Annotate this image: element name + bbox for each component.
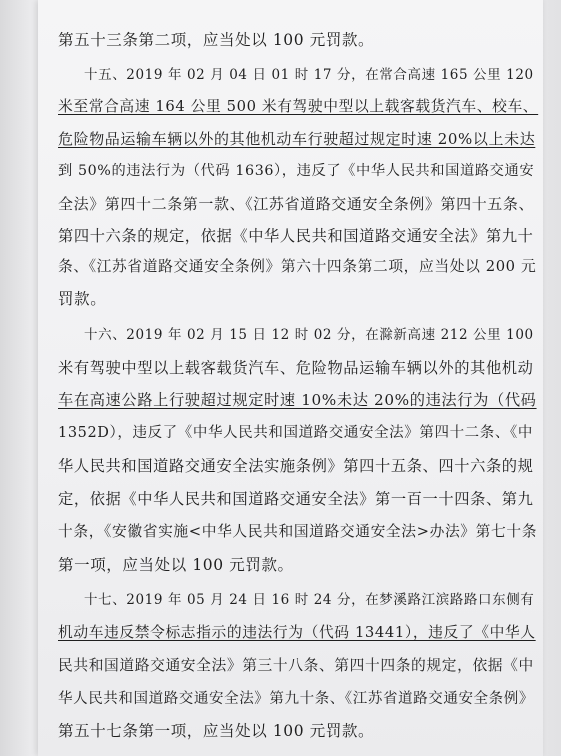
- text-line: 华人民共和国道路交通安全法实施条例》第四十五条、四十六条的规: [58, 457, 534, 475]
- text-line: 第一项，应当处以 100 元罚款。: [58, 556, 294, 574]
- text-line: 十五、2019 年 02 月 04 日 01 时 17 分，在常合高速 165 公里 120: [84, 67, 534, 83]
- text-line: 罚款。: [58, 290, 107, 308]
- text-line: 第五十七条第一项，应当处以 100 元罚款。: [58, 722, 375, 740]
- text-line: 第四十六条的规定，依据《中华人民共和国道路交通安全法》第九十: [58, 227, 534, 245]
- text-line: 定，依据《中华人民共和国道路交通安全法》第一百一十四条、第九: [58, 490, 534, 508]
- text-line: 米至常合高速 164 公里 500 米有驾驶中型以上载客载货汽车、校车、: [58, 98, 539, 115]
- text-line: 条、《江苏省道路交通安全条例》第六十四条第二项，应当处以 200 元: [58, 258, 537, 275]
- text-line: 机动车违反禁令标志指示的违法行为（代码 13441），违反了《中华人: [58, 624, 536, 641]
- text-line: 米有驾驶中型以上载客载货汽车、危险物品运输车辆以外的其他机动: [58, 359, 534, 377]
- text-line: 十条，《安徽省实施<中华人民共和国道路交通安全法>办法》第七十条: [58, 523, 538, 540]
- text-line: 车在高速公路上行驶超过规定时速 10%未达 20%的违法行为（代码: [58, 391, 537, 409]
- text-line: 华人民共和国道路交通安全法》第九十条、《江苏省道路交通安全条例》: [58, 691, 534, 707]
- text-line: 十六、2019 年 02 月 15 日 12 时 02 分，在滁新高速 212 公里 100: [84, 327, 534, 343]
- text-line: 1352D），违反了《中华人民共和国道路交通安全法》第四十二条、《中: [58, 425, 533, 441]
- text-line: 到 50%的违法行为（代码 1636），违反了《中华人民共和国道路交通安: [58, 163, 535, 179]
- text-line: 民共和国道路交通安全法》第三十八条、第四十四条的规定，依据《中: [58, 657, 534, 674]
- text-line: 危险物品运输车辆以外的其他机动车行驶超过规定时速 20%以上未达: [58, 130, 536, 148]
- text-line: 第五十三条第二项，应当处以 100 元罚款。: [58, 31, 375, 49]
- text-line: 全法》第四十二条第一款、《江苏省道路交通安全条例》第四十五条、: [58, 195, 535, 213]
- text-line: 十七、2019 年 05 月 24 日 16 时 24 分，在梦溪路江滨路路口东侧有: [84, 592, 535, 608]
- document-page: [38, 0, 543, 756]
